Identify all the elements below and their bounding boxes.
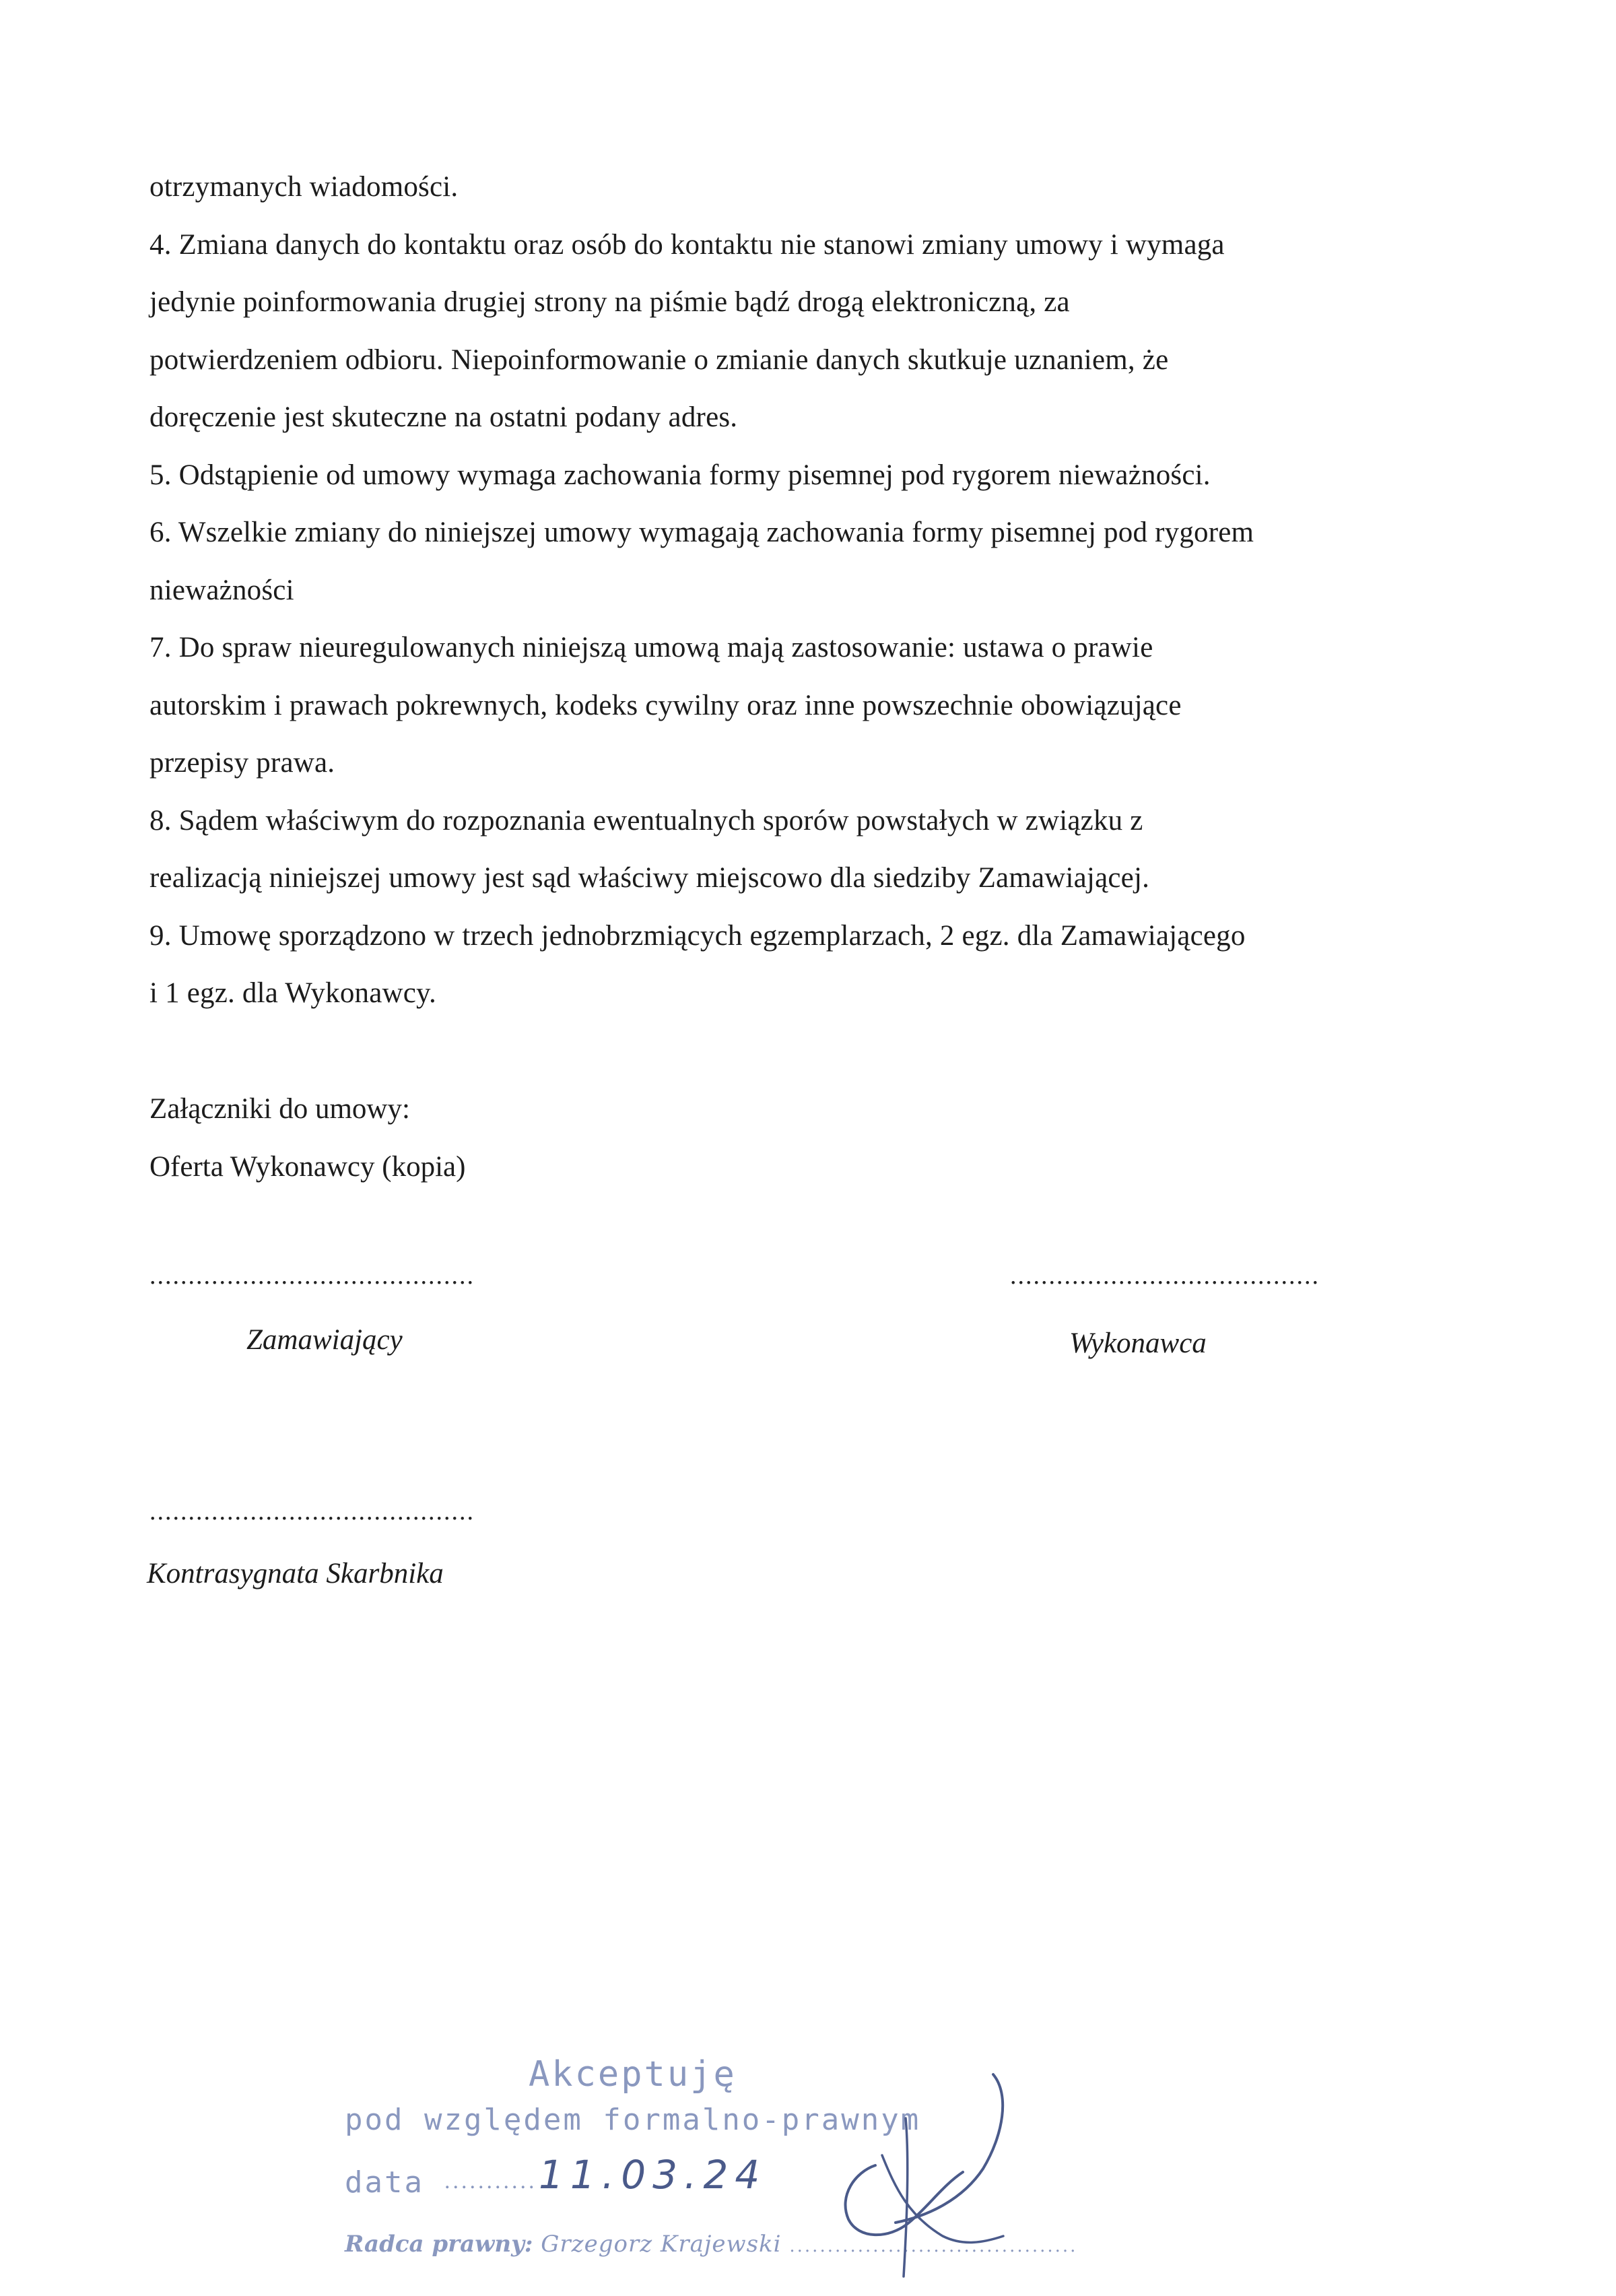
legal-approval-stamp [337, 2054, 1078, 2283]
clause-line: 8. Sądem właściwym do rozpoznania ewentualnych sporów powstałych w związku z [149, 804, 1143, 837]
clause-line: 6. Wszelkie zmiany do niniejszej umowy wymagają zachowania formy pisemnej pod rygorem [149, 517, 1254, 548]
stamp-footer-dots: ...................................... [789, 2236, 1078, 2256]
handwritten-signature [337, 2054, 1044, 2283]
zamawiajacy-signature-line: .......................................... [149, 1261, 475, 1290]
clause-line: jedynie poinformowania drugiej strony na piśmie bądź drogą elektroniczną, za [149, 286, 1070, 318]
clause-line: 7. Do spraw nieuregulowanych niniejszą umową mają zastosowanie: ustawa o prawie [149, 632, 1153, 663]
clause-line: potwierdzeniem odbioru. Niepoinformowanie o zmianie danych skutkuje uznaniem, że [149, 343, 1169, 376]
contract-clauses [149, 158, 1483, 1022]
attachments-heading: Załączniki do umowy: [149, 1093, 410, 1125]
clause-line: 4. Zmiana danych do kontaktu oraz osób do kontaktu nie stanowi zmiany umowy i wymaga [149, 228, 1225, 261]
stamp-footer-label: Radca prawny: [345, 2231, 533, 2258]
skarbnik-label: Kontrasygnata Skarbnika [147, 1558, 444, 1589]
clause-line: realizacją niniejszej umowy jest sąd właściwy miejscowo dla siedziby Zamawiającej. [149, 862, 1150, 894]
stamp-title: Akceptuję [529, 2054, 737, 2095]
stamp-date-label: data [345, 2165, 424, 2200]
attachments-section [149, 1080, 465, 1196]
handwritten-date: 11.03.24 [539, 2152, 767, 2198]
stamp-subtitle: pod względem formalno-prawnym [345, 2103, 921, 2137]
skarbnik-signature-line: .......................................... [149, 1497, 475, 1526]
clause-line: przepisy prawa. [149, 747, 335, 779]
clause-line: nieważności [149, 574, 294, 606]
clause-line: doręczenie jest skuteczne na ostatni podany adres. [149, 401, 738, 433]
zamawiajacy-label: Zamawiający [246, 1324, 403, 1356]
clause-line: autorskim i prawach pokrewnych, kodeks cywilny oraz inne powszechnie obowiązujące [149, 689, 1182, 721]
clause-line: 5. Odstąpienie od umowy wymaga zachowania formy pisemnej pod rygorem nieważności. [149, 459, 1211, 491]
stamp-date-dots: ........... [444, 2169, 537, 2194]
clause-line: 9. Umowę sporządzono w trzech jednobrzmiących egzemplarzach, 2 egz. dla Zamawiającego [149, 919, 1246, 952]
clause-line: i 1 egz. dla Wykonawcy. [149, 977, 436, 1009]
wykonawca-signature-line: ........................................ [1010, 1261, 1320, 1290]
wykonawca-label: Wykonawca [1069, 1327, 1207, 1359]
stamp-footer-name: Grzegorz Krajewski [541, 2231, 782, 2258]
attachment-item: Oferta Wykonawcy (kopia) [149, 1151, 466, 1183]
clause-line: otrzymanych wiadomości. [149, 171, 459, 203]
